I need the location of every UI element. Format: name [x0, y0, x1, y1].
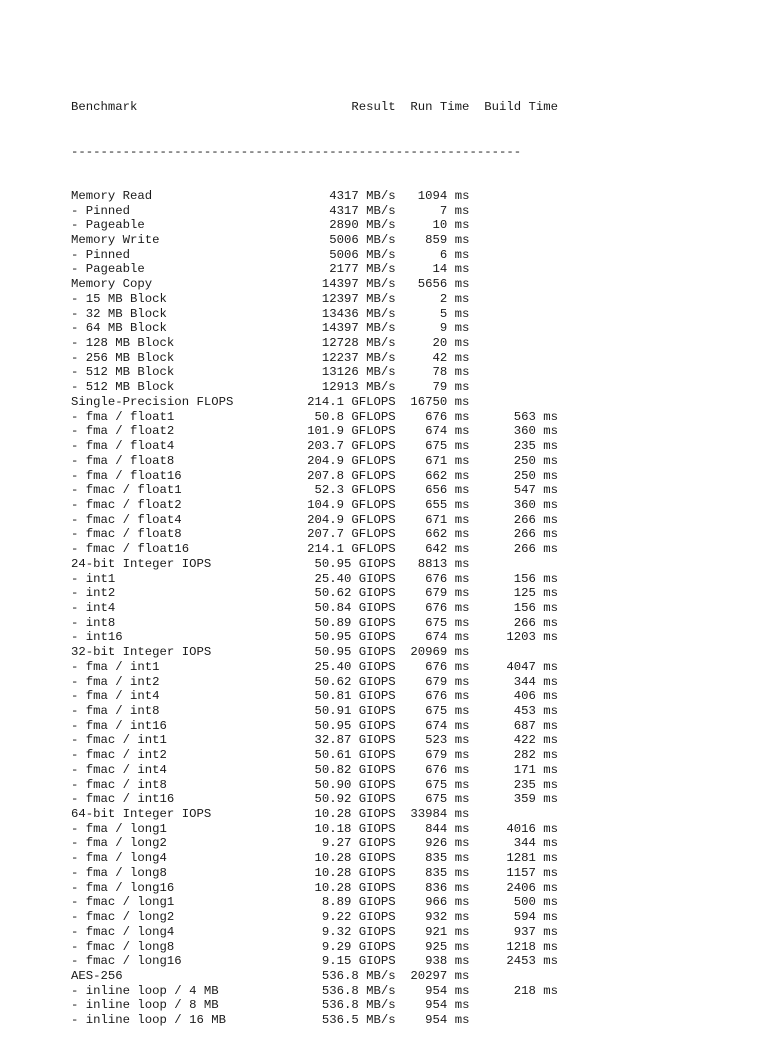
build-time-value: 266 ms — [513, 615, 558, 630]
result-value: 10.28 GIOPS — [314, 851, 396, 866]
run-time-value: 523 ms — [425, 733, 470, 748]
run-time-value: 79 ms — [432, 380, 470, 395]
run-time-value: 679 ms — [425, 586, 470, 601]
result-value: 50.91 GIOPS — [314, 704, 396, 718]
table-row — [71, 410, 558, 425]
benchmark-name: - fma / int4 — [71, 689, 160, 704]
table-header — [71, 100, 558, 115]
run-time-value: 642 ms — [425, 542, 470, 557]
benchmark-name: - fma / long16 — [71, 880, 175, 895]
result-value: 50.61 GIOPS — [314, 748, 396, 763]
build-time-value: 594 ms — [513, 910, 558, 925]
result-value: 12728 MB/s — [321, 336, 396, 351]
table-row — [71, 940, 558, 955]
table-row — [71, 307, 558, 322]
result-value: 14397 MB/s — [321, 277, 396, 292]
build-time-value: 344 ms — [513, 836, 558, 851]
table-row — [71, 204, 558, 219]
benchmark-name: - int4 — [71, 600, 116, 615]
benchmark-name: - Pinned — [71, 247, 131, 262]
run-time-value: 954 ms — [425, 983, 470, 998]
run-time-value: 662 ms — [425, 527, 470, 542]
run-time-value: 5656 ms — [417, 277, 470, 292]
result-value: 536.5 MB/s — [321, 1013, 396, 1028]
run-time-value: 8813 ms — [417, 556, 470, 571]
build-time-value: 235 ms — [513, 439, 558, 454]
result-value: 50.95 GIOPS — [314, 556, 396, 571]
build-time-value: 250 ms — [513, 468, 558, 483]
build-time-value: 406 ms — [513, 689, 558, 704]
result-value: 50.82 GIOPS — [314, 762, 396, 777]
table-row — [71, 454, 558, 469]
run-time-value: 954 ms — [425, 1013, 470, 1028]
result-value: 2890 MB/s — [329, 218, 396, 233]
run-time-value: 675 ms — [425, 704, 470, 718]
run-time-value: 836 ms — [425, 880, 470, 895]
result-value: 32.87 GIOPS — [314, 733, 396, 748]
table-row — [71, 851, 558, 866]
result-value: 12237 MB/s — [321, 350, 396, 365]
result-value: 207.8 GFLOPS — [307, 468, 396, 483]
result-value: 207.7 GFLOPS — [307, 527, 396, 542]
table-row — [71, 233, 558, 248]
benchmark-name: - fma / float1 — [71, 409, 175, 424]
benchmark-name: - 512 MB Block — [71, 365, 175, 380]
benchmark-name: - fmac / long2 — [71, 910, 175, 925]
benchmark-name: - int2 — [71, 586, 116, 601]
result-value: 204.9 GFLOPS — [307, 512, 396, 527]
build-time-value: 937 ms — [513, 924, 558, 939]
result-value: 9.15 GIOPS — [321, 954, 396, 969]
run-time-value: 675 ms — [425, 792, 470, 807]
build-time-value: 563 ms — [513, 409, 558, 424]
table-row — [71, 807, 558, 822]
build-time-value: 250 ms — [513, 453, 558, 468]
result-value: 50.8 GFLOPS — [314, 409, 396, 424]
table-row — [71, 439, 558, 454]
build-time-value: 235 ms — [513, 777, 558, 792]
table-row — [71, 336, 558, 351]
benchmark-name: - 512 MB Block — [71, 380, 175, 395]
run-time-value: 921 ms — [425, 924, 470, 939]
result-value: 12913 MB/s — [321, 380, 396, 395]
result-value: 10.28 GIOPS — [314, 865, 396, 880]
table-row — [71, 733, 558, 748]
benchmark-name: - fma / int2 — [71, 674, 160, 689]
table-row — [71, 424, 558, 439]
result-value: 9.29 GIOPS — [321, 939, 396, 954]
header-build-time: Build Time — [484, 100, 558, 115]
result-value: 214.1 GFLOPS — [307, 394, 396, 409]
benchmark-name: - 64 MB Block — [71, 321, 167, 336]
run-time-value: 859 ms — [425, 233, 470, 247]
benchmark-name: - fma / float2 — [71, 424, 175, 439]
benchmark-name: - fma / long4 — [71, 851, 167, 866]
build-time-value: 1203 ms — [506, 630, 558, 645]
benchmark-name: - Pinned — [71, 203, 131, 218]
benchmark-name: - fmac / long1 — [71, 895, 175, 910]
benchmark-name: - fma / long1 — [71, 821, 167, 836]
table-row — [71, 601, 558, 616]
table-row — [71, 675, 558, 690]
result-value: 50.62 GIOPS — [314, 586, 396, 601]
result-value: 5006 MB/s — [329, 247, 396, 262]
table-row — [71, 395, 558, 410]
benchmark-name: Memory Read — [71, 188, 153, 203]
run-time-value: 656 ms — [425, 483, 470, 498]
benchmark-report — [71, 71, 558, 1043]
table-row — [71, 689, 558, 704]
table-row — [71, 586, 558, 601]
table-row — [71, 866, 558, 881]
run-time-value: 835 ms — [425, 865, 470, 880]
run-time-value: 676 ms — [425, 762, 470, 777]
run-time-value: 16750 ms — [410, 394, 470, 409]
run-time-value: 78 ms — [432, 365, 470, 380]
benchmark-name: - fma / float16 — [71, 468, 182, 483]
table-row — [71, 365, 558, 380]
run-time-value: 42 ms — [432, 350, 470, 365]
build-time-value: 125 ms — [513, 586, 558, 601]
build-time-value: 266 ms — [513, 527, 558, 542]
header-result: Result — [351, 100, 396, 115]
table-row — [71, 321, 558, 336]
benchmark-name: - 256 MB Block — [71, 350, 175, 365]
table-row — [71, 969, 558, 984]
benchmark-name: - 15 MB Block — [71, 291, 167, 306]
table-row — [71, 822, 558, 837]
result-value: 13126 MB/s — [321, 365, 396, 380]
benchmark-name: - Pageable — [71, 262, 145, 277]
build-time-value: 4016 ms — [506, 821, 558, 836]
table-row — [71, 704, 558, 719]
header-run-time: Run Time — [410, 100, 470, 115]
result-value: 536.8 MB/s — [321, 998, 396, 1013]
build-time-value: 171 ms — [513, 762, 558, 777]
table-row — [71, 925, 558, 940]
table-row — [71, 998, 558, 1013]
table-row — [71, 984, 558, 999]
run-time-value: 674 ms — [425, 630, 470, 645]
benchmark-name: - int1 — [71, 571, 116, 586]
build-time-value: 4047 ms — [506, 659, 558, 674]
benchmark-name: - inline loop / 8 MB — [71, 998, 219, 1013]
result-value: 14397 MB/s — [321, 321, 396, 336]
table-row — [71, 513, 558, 528]
benchmark-name: - fma / long8 — [71, 865, 167, 880]
run-time-value: 835 ms — [425, 851, 470, 866]
benchmark-name: - fmac / long8 — [71, 939, 175, 954]
run-time-value: 6 ms — [439, 247, 470, 262]
run-time-value: 676 ms — [425, 600, 470, 615]
run-time-value: 20297 ms — [410, 968, 470, 983]
table-row — [71, 292, 558, 307]
result-value: 536.8 MB/s — [321, 968, 396, 983]
benchmark-name: - fma / int8 — [71, 704, 160, 718]
build-time-value: 1281 ms — [506, 851, 558, 866]
run-time-value: 844 ms — [425, 821, 470, 836]
result-value: 50.90 GIOPS — [314, 777, 396, 792]
result-value: 25.40 GIOPS — [314, 571, 396, 586]
benchmark-name: - fma / int1 — [71, 659, 160, 674]
table-row — [71, 881, 558, 896]
benchmark-name: - fmac / float4 — [71, 512, 182, 527]
result-value: 203.7 GFLOPS — [307, 439, 396, 454]
run-time-value: 932 ms — [425, 910, 470, 925]
result-value: 5006 MB/s — [329, 233, 396, 247]
run-time-value: 676 ms — [425, 571, 470, 586]
table-row — [71, 660, 558, 675]
result-value: 10.28 GIOPS — [314, 807, 396, 822]
table-row — [71, 1013, 558, 1028]
table-row — [71, 218, 558, 233]
table-row — [71, 954, 558, 969]
table-row — [71, 645, 558, 660]
run-time-value: 675 ms — [425, 777, 470, 792]
build-time-value: 2453 ms — [506, 954, 558, 969]
table-row — [71, 778, 558, 793]
result-value: 536.8 MB/s — [321, 983, 396, 998]
result-value: 4317 MB/s — [329, 203, 396, 218]
table-row — [71, 836, 558, 851]
run-time-value: 954 ms — [425, 998, 470, 1013]
table-row — [71, 748, 558, 763]
header-benchmark: Benchmark — [71, 100, 138, 115]
benchmark-name: - fmac / long4 — [71, 924, 175, 939]
benchmark-name: 32-bit Integer IOPS — [71, 645, 212, 660]
run-time-value: 7 ms — [439, 203, 470, 218]
result-value: 50.62 GIOPS — [314, 674, 396, 689]
run-time-value: 20 ms — [432, 336, 470, 351]
table-row — [71, 895, 558, 910]
run-time-value: 2 ms — [439, 291, 470, 306]
benchmark-name: - fmac / float16 — [71, 542, 190, 557]
benchmark-name: - fmac / float8 — [71, 527, 182, 542]
table-row — [71, 542, 558, 557]
build-time-value: 547 ms — [513, 483, 558, 498]
benchmark-name: - fmac / int8 — [71, 777, 167, 792]
result-value: 13436 MB/s — [321, 306, 396, 321]
table-row — [71, 630, 558, 645]
result-value: 50.84 GIOPS — [314, 600, 396, 615]
run-time-value: 671 ms — [425, 512, 470, 527]
benchmark-name: - fma / float4 — [71, 439, 175, 454]
table-row — [71, 277, 558, 292]
table-row — [71, 792, 558, 807]
table-row — [71, 572, 558, 587]
run-time-value: 675 ms — [425, 615, 470, 630]
result-value: 52.3 GFLOPS — [314, 483, 396, 498]
run-time-value: 675 ms — [425, 439, 470, 454]
result-value: 10.28 GIOPS — [314, 880, 396, 895]
table-row — [71, 262, 558, 277]
run-time-value: 33984 ms — [410, 807, 470, 822]
build-time-value: 156 ms — [513, 571, 558, 586]
benchmark-name: Single-Precision FLOPS — [71, 394, 234, 409]
result-value: 50.95 GIOPS — [314, 630, 396, 645]
run-time-value: 1094 ms — [417, 188, 470, 203]
result-value: 50.95 GIOPS — [314, 718, 396, 733]
benchmark-name: - Pageable — [71, 218, 145, 233]
table-row — [71, 351, 558, 366]
run-time-value: 966 ms — [425, 895, 470, 910]
benchmark-name: - fmac / float2 — [71, 497, 182, 512]
run-time-value: 20969 ms — [410, 645, 470, 660]
benchmark-name: 64-bit Integer IOPS — [71, 807, 212, 822]
build-time-value: 1157 ms — [506, 865, 558, 880]
result-value: 101.9 GFLOPS — [307, 424, 396, 439]
benchmark-name: - fmac / float1 — [71, 483, 182, 498]
result-value: 8.89 GIOPS — [321, 895, 396, 910]
build-time-value: 1218 ms — [506, 939, 558, 954]
table-row — [71, 719, 558, 734]
run-time-value: 674 ms — [425, 424, 470, 439]
run-time-value: 655 ms — [425, 497, 470, 512]
result-value: 12397 MB/s — [321, 291, 396, 306]
result-value: 50.81 GIOPS — [314, 689, 396, 704]
result-value: 104.9 GFLOPS — [307, 497, 396, 512]
table-row — [71, 557, 558, 572]
run-time-value: 938 ms — [425, 954, 470, 969]
header-separator: ------------------------------------------------------------- — [71, 144, 522, 159]
run-time-value: 674 ms — [425, 718, 470, 733]
benchmark-name: - fmac / int16 — [71, 792, 175, 807]
table-row — [71, 527, 558, 542]
benchmark-name: - fmac / int2 — [71, 748, 167, 763]
run-time-value: 926 ms — [425, 836, 470, 851]
table-row — [71, 763, 558, 778]
table-row — [71, 498, 558, 513]
table-row — [71, 189, 558, 204]
run-time-value: 9 ms — [439, 321, 470, 336]
table-row — [71, 616, 558, 631]
build-time-value: 359 ms — [513, 792, 558, 807]
benchmark-name: - 128 MB Block — [71, 336, 175, 351]
build-time-value: 422 ms — [513, 733, 558, 748]
run-time-value: 662 ms — [425, 468, 470, 483]
table-row — [71, 380, 558, 395]
build-time-value: 218 ms — [513, 983, 558, 998]
benchmark-name: - fmac / int1 — [71, 733, 167, 748]
run-time-value: 676 ms — [425, 659, 470, 674]
result-value: 2177 MB/s — [329, 262, 396, 277]
run-time-value: 676 ms — [425, 409, 470, 424]
benchmark-name: - fmac / int4 — [71, 762, 167, 777]
result-value: 50.89 GIOPS — [314, 615, 396, 630]
benchmark-name: - int8 — [71, 615, 116, 630]
result-value: 214.1 GFLOPS — [307, 542, 396, 557]
result-value: 50.95 GIOPS — [314, 645, 396, 660]
benchmark-name: Memory Copy — [71, 277, 153, 292]
result-value: 9.27 GIOPS — [321, 836, 396, 851]
table-row — [71, 469, 558, 484]
build-time-value: 687 ms — [513, 718, 558, 733]
build-time-value: 266 ms — [513, 542, 558, 557]
run-time-value: 671 ms — [425, 453, 470, 468]
run-time-value: 10 ms — [432, 218, 470, 233]
run-time-value: 925 ms — [425, 939, 470, 954]
benchmark-name: - inline loop / 4 MB — [71, 983, 219, 998]
table-body — [71, 189, 558, 1028]
run-time-value: 679 ms — [425, 674, 470, 689]
build-time-value: 360 ms — [513, 497, 558, 512]
table-row — [71, 910, 558, 925]
build-time-value: 360 ms — [513, 424, 558, 439]
benchmark-name: - inline loop / 16 MB — [71, 1013, 226, 1028]
result-value: 50.92 GIOPS — [314, 792, 396, 807]
table-row — [71, 248, 558, 263]
build-time-value: 156 ms — [513, 600, 558, 615]
run-time-value: 679 ms — [425, 748, 470, 763]
run-time-value: 14 ms — [432, 262, 470, 277]
benchmark-name: - fma / int16 — [71, 718, 167, 733]
build-time-value: 500 ms — [513, 895, 558, 910]
result-value: 25.40 GIOPS — [314, 659, 396, 674]
build-time-value: 453 ms — [513, 704, 558, 718]
result-value: 9.22 GIOPS — [321, 910, 396, 925]
result-value: 10.18 GIOPS — [314, 821, 396, 836]
build-time-value: 2406 ms — [506, 880, 558, 895]
table-row — [71, 483, 558, 498]
benchmark-name: - fmac / long16 — [71, 954, 182, 969]
result-value: 9.32 GIOPS — [321, 924, 396, 939]
result-value: 204.9 GFLOPS — [307, 453, 396, 468]
benchmark-name: AES-256 — [71, 968, 123, 983]
benchmark-name: Memory Write — [71, 233, 160, 247]
benchmark-name: - 32 MB Block — [71, 306, 167, 321]
run-time-value: 676 ms — [425, 689, 470, 704]
benchmark-name: - fma / long2 — [71, 836, 167, 851]
result-value: 4317 MB/s — [329, 188, 396, 203]
run-time-value: 5 ms — [439, 306, 470, 321]
benchmark-name: 24-bit Integer IOPS — [71, 556, 212, 571]
benchmark-name: - int16 — [71, 630, 123, 645]
benchmark-name: - fma / float8 — [71, 453, 175, 468]
build-time-value: 344 ms — [513, 674, 558, 689]
build-time-value: 266 ms — [513, 512, 558, 527]
build-time-value: 282 ms — [513, 748, 558, 763]
